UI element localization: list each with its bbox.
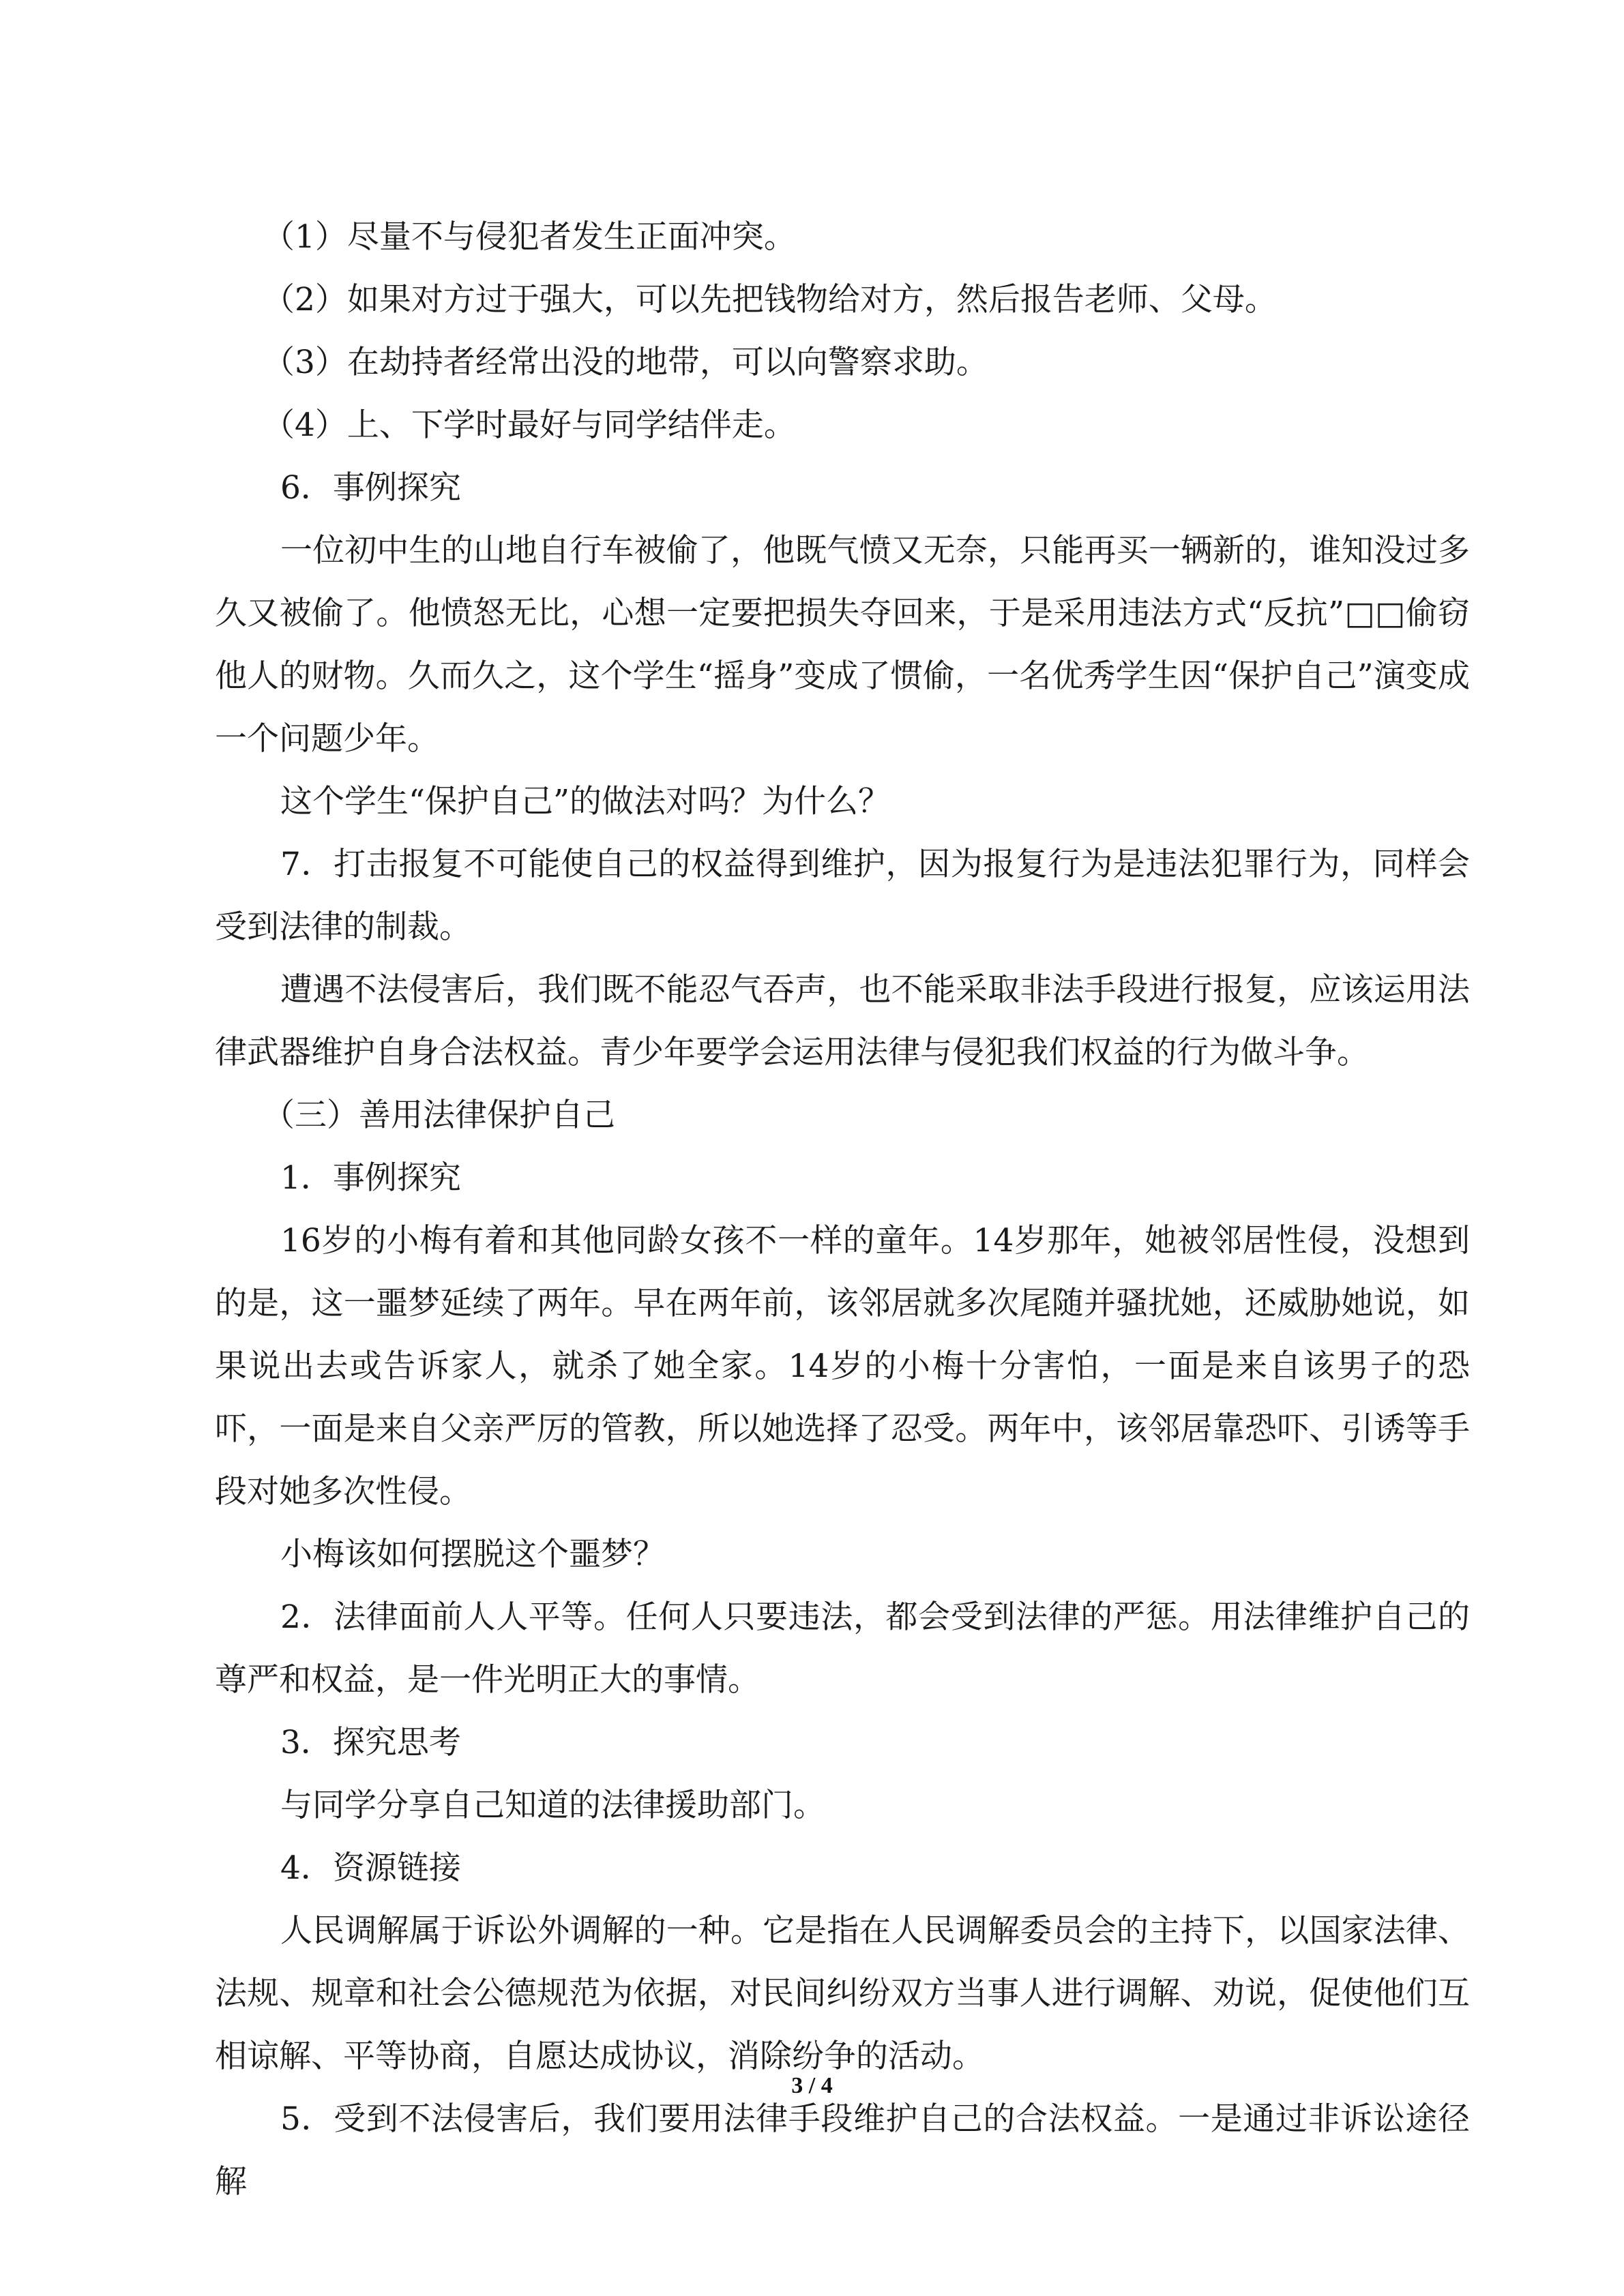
paragraph: 7．打击报复不可能使自己的权益得到维护，因为报复行为是违法犯罪行为，同样会受到法律的制裁。 [215, 846, 1470, 946]
section-heading: 3．探究思考 [280, 1724, 461, 1761]
section-heading: （三）善用法律保护自己 [263, 1097, 615, 1134]
section-heading: 1．事例探究 [280, 1159, 461, 1197]
section-heading: 6．事例探究 [280, 469, 461, 507]
paragraph: 与同学分享自己知道的法律援助部门。 [280, 1787, 825, 1824]
page-number: 3 / 4 [791, 2073, 833, 2098]
question: 小梅该如何摆脱这个噩梦？ [280, 1536, 665, 1573]
list-item: （3）在劫持者经常出没的地带，可以向警察求助。 [263, 344, 988, 381]
list-item: （4）上、下学时最好与同学结伴走。 [263, 406, 796, 444]
paragraph: 5．受到不法侵害后，我们要用法律手段维护自己的合法权益。一是通过非诉讼途径解 [215, 2100, 1470, 2201]
list-item: （2）如果对方过于强大，可以先把钱物给对方，然后报告老师、父母。 [263, 281, 1277, 318]
paragraph: 2．法律面前人人平等。任何人只要违法，都会受到法律的严惩。用法律维护自己的尊严和权益，是一件光明正大的事情。 [215, 1598, 1470, 1699]
section-heading: 4．资源链接 [280, 1849, 461, 1887]
question: 这个学生“保护自己”的做法对吗？为什么？ [280, 783, 891, 820]
list-item: （1）尽量不与侵犯者发生正面冲突。 [263, 218, 796, 256]
document-body [215, 206, 1470, 2213]
paragraph: 一位初中生的山地自行车被偷了，他既气愤又无奈，只能再买一辆新的，谁知没过多久又被偷了。他愤怒无比，心想一定要把损失夺回来，于是采用违法方式“反抗”□□偷窃他人的财物。久而久之，这个学生“摇身”变成了惯偷，一名优秀学生因“保护自己”演变成一个问题少年。 [215, 532, 1470, 758]
paragraph: 人民调解属于诉讼外调解的一种。它是指在人民调解委员会的主持下，以国家法律、法规、规章和社会公德规范为依据，对民间纠纷双方当事人进行调解、劝说，促使他们互相谅解、平等协商，自愿达成协议，消除纷争的活动。 [215, 1912, 1470, 2075]
paragraph: 遭遇不法侵害后，我们既不能忍气吞声，也不能采取非法手段进行报复，应该运用法律武器维护自身合法权益。青少年要学会运用法律与侵犯我们权益的行为做斗争。 [215, 971, 1470, 1071]
paragraph: 16岁的小梅有着和其他同龄女孩不一样的童年。14岁那年，她被邻居性侵，没想到的是，这一噩梦延续了两年。早在两年前，该邻居就多次尾随并骚扰她，还威胁她说，如果说出去或告诉家人，就杀了她全家。14岁的小梅十分害怕，一面是来自该男子的恐吓，一面是来自父亲严厉的管教，所以她选择了忍受。两年中，该邻居靠恐吓、引诱等手段对她多次性侵。 [215, 1222, 1470, 1510]
